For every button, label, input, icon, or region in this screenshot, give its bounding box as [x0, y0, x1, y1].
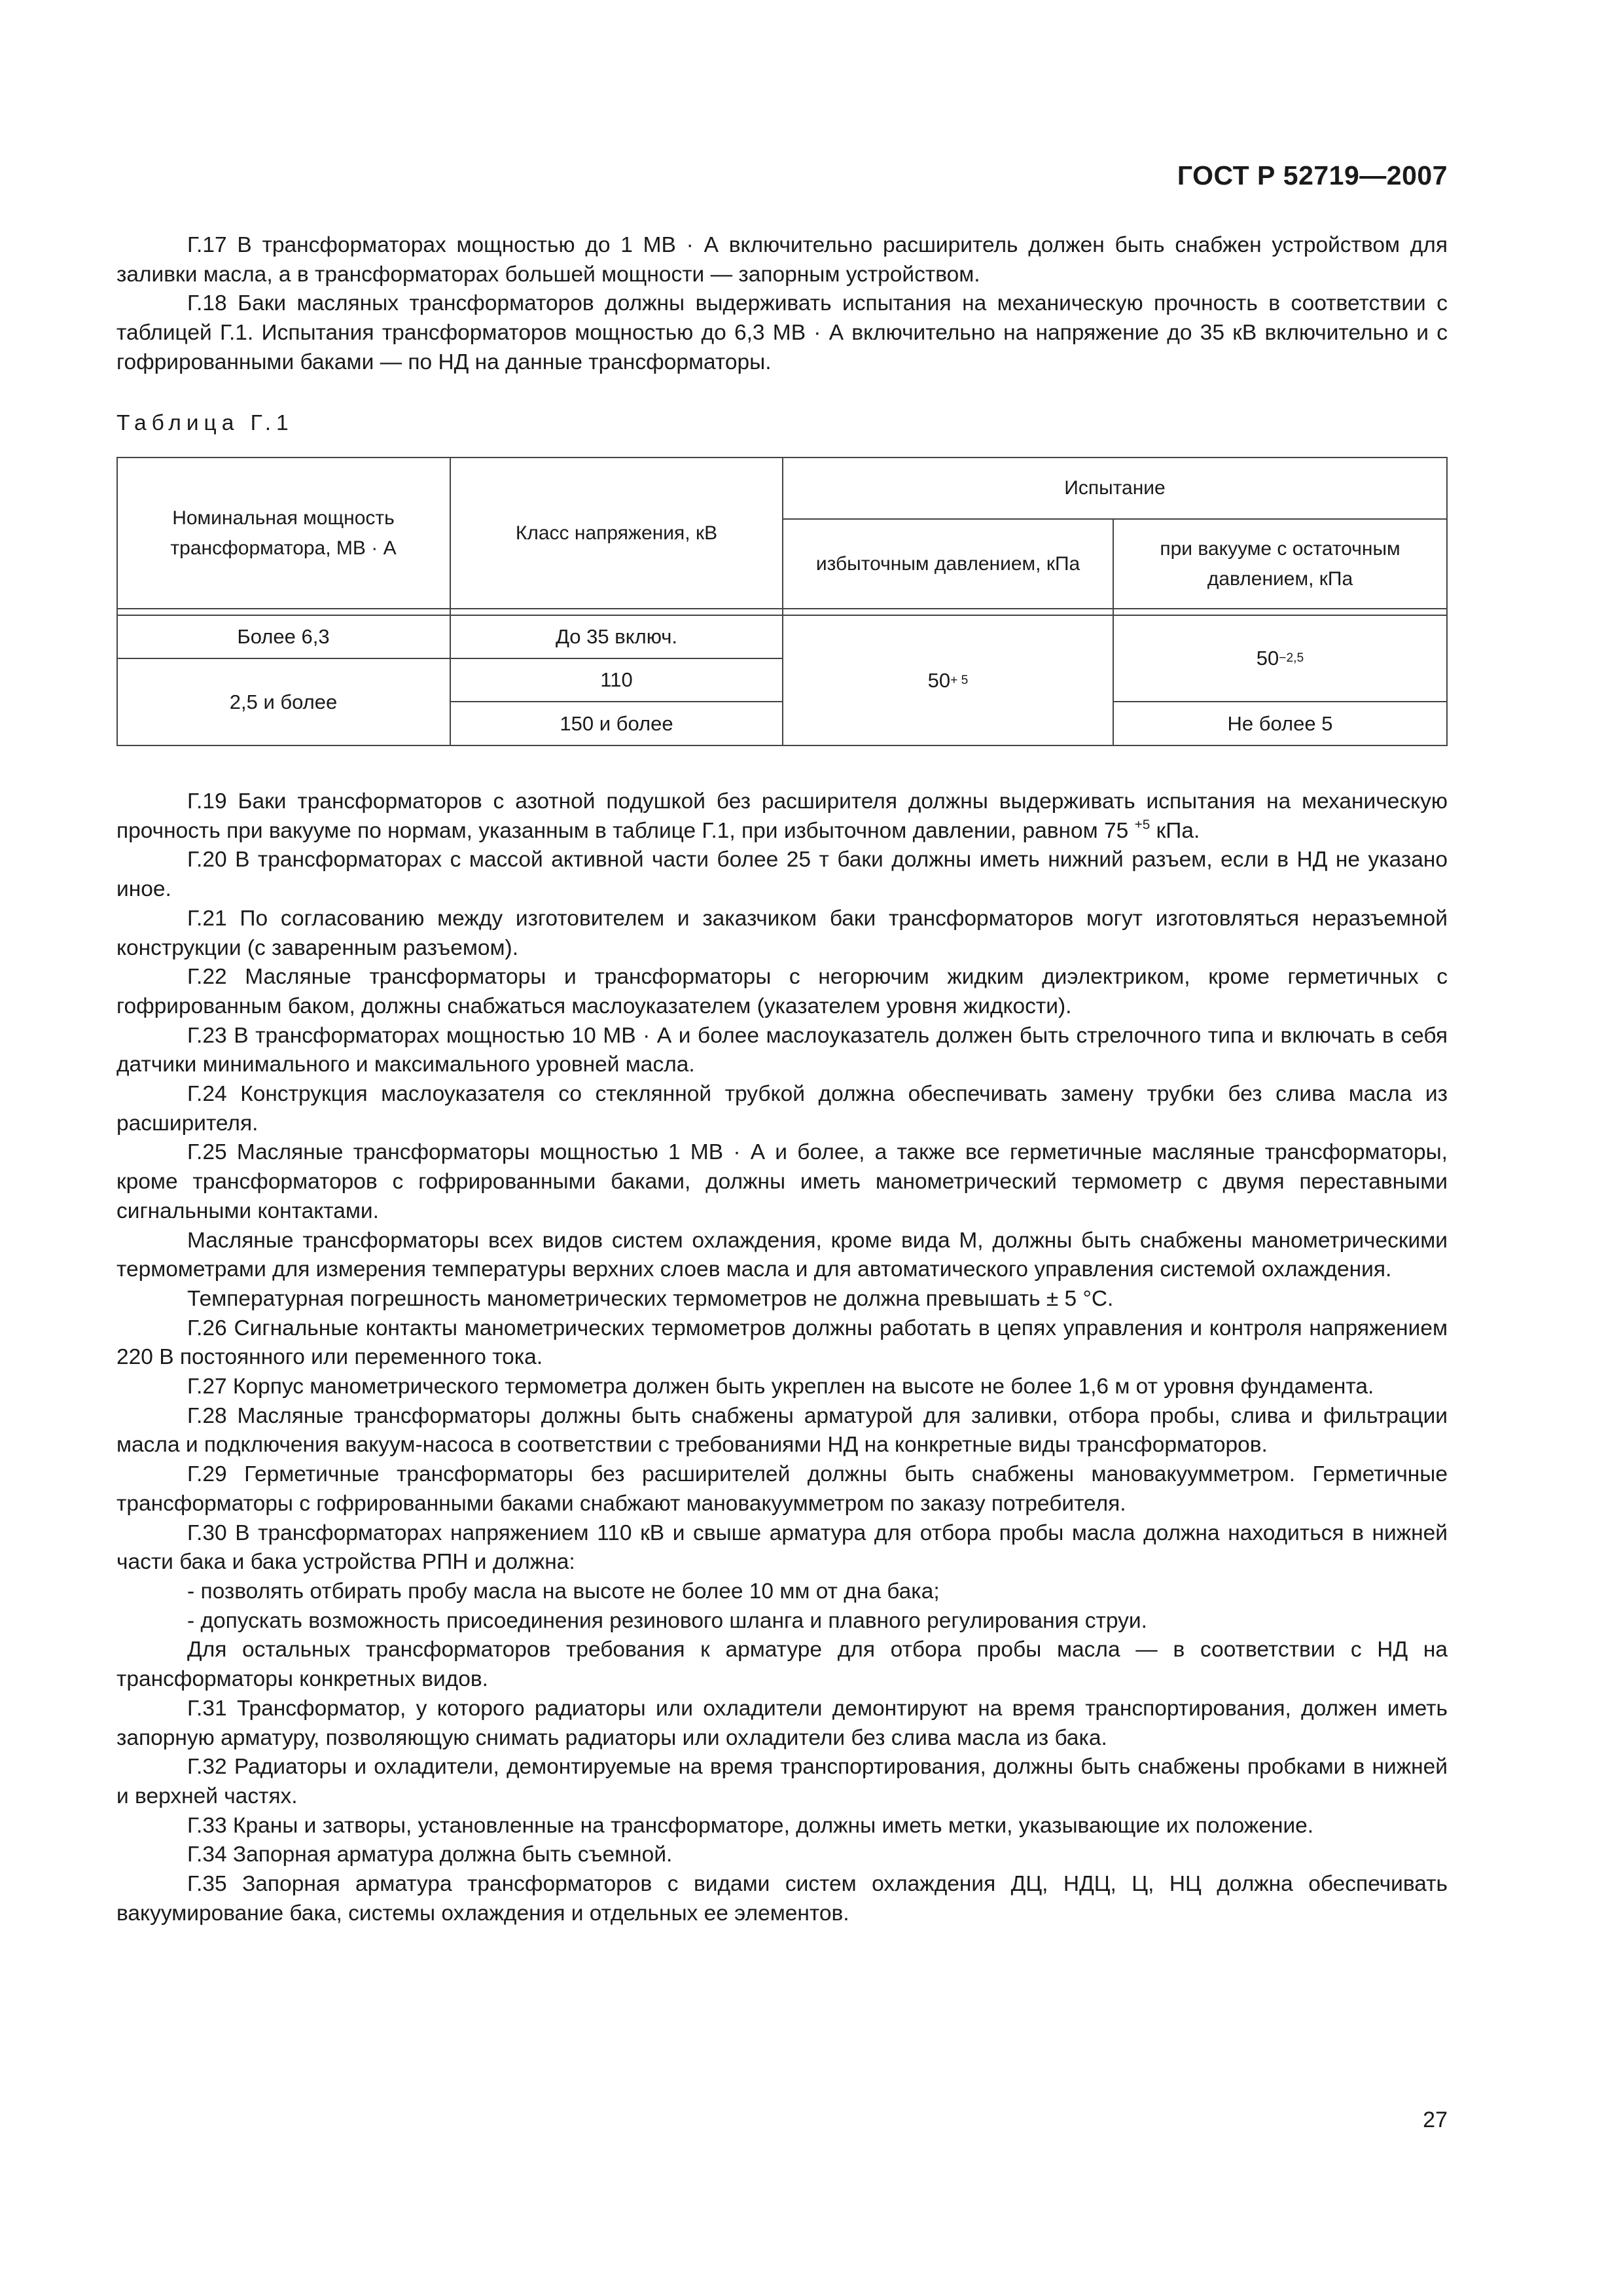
- cell-voltage-row3: 150 и более: [560, 711, 673, 735]
- cell-vacuum-value: 50 −2,5: [1113, 615, 1447, 702]
- paragraph: Г.23 В трансформаторах мощностью 10 МВ · А и более маслоуказатель должен быть стрелочного типа и включать в себя датчики минимального и максимального уровней масла.: [116, 1023, 1448, 1077]
- cell-voltage-row2: 110: [600, 668, 633, 691]
- paragraph-g19: [116, 787, 1448, 846]
- paragraph: Масляные трансформаторы всех видов систем охлаждения, кроме вида М, должны быть снабжены манометрическими термометрами для измерения температуры верхних слоев масла и для автоматического управления системой охлаждения.: [116, 1228, 1448, 1282]
- paragraph: Г.20 В трансформаторах с массой активной части более 25 т баки должны иметь нижний разъем, если в НД не указано иное.: [116, 848, 1448, 902]
- paragraph: Г.27 Корпус манометрического термометра должен быть укреплен на высоте не более 1,6 м от уровня фундамента.: [187, 1374, 1374, 1399]
- header-vacuum: при вакууме с остаточным давлением, кПа: [1160, 537, 1400, 590]
- paragraph-g19-text: Г.19 Баки трансформаторов с азотной подушкой без расширителя должны выдерживать испытания на механическую прочность при вакууме по нормам, указанным в таблице Г.1, при избыточном давлении, равном 75: [116, 789, 1448, 843]
- paragraph: Г.28 Масляные трансформаторы должны быть снабжены арматурой для заливки, отбора пробы, слива и фильтрации масла и подключения вакуум-насоса в соответствии с требованиями НД на конкретные виды трансформаторов.: [116, 1403, 1448, 1458]
- paragraph: Г.35 Запорная арматура трансформаторов с видами систем охлаждения ДЦ, НДЦ, Ц, НЦ должна обеспечивать вакуумирование бака, системы охлаждения и отдельных ее элементов.: [116, 1872, 1448, 1926]
- table-g1: [116, 457, 1448, 746]
- cell-vacuum-row3: Не более 5: [1227, 711, 1333, 735]
- cell-power-row23: 2,5 и более: [229, 690, 338, 713]
- main-text: [116, 787, 1448, 1928]
- intro-text: [116, 231, 1448, 378]
- header-power: Номинальная мощность трансформатора, МВ · А: [170, 507, 397, 559]
- header-overpressure: избыточным давлением, кПа: [815, 552, 1080, 575]
- paragraph-g17: Г.17 В трансформаторах мощностью до 1 МВ · А включительно расширитель должен быть снабжен устройством для заливки масла, а в трансформаторах большей мощности — запорным устройством.: [116, 233, 1448, 287]
- cell-voltage-row1: До 35 включ.: [555, 625, 678, 648]
- paragraph-g19-unit: кПа.: [1150, 818, 1200, 843]
- paragraph: Г.33 Краны и затворы, установленные на трансформаторе, должны иметь метки, указывающие их положение.: [187, 1813, 1314, 1838]
- paragraph: Г.21 По согласованию между изготовителем и заказчиком баки трансформаторов могут изготовляться неразъемной конструкции (с заваренным разъемом).: [116, 906, 1448, 960]
- paragraph: Г.32 Радиаторы и охладители, демонтируемые на время транспортирования, должны быть снабжены пробками в нижней и верхней частях.: [116, 1755, 1448, 1808]
- cell-overpressure-value: 50 + 5: [783, 615, 1113, 745]
- cell-power-row1: Более 6,3: [237, 625, 330, 648]
- paragraph-g18: Г.18 Баки масляных трансформаторов должны выдерживать испытания на механическую прочность в соответствии с таблицей Г.1. Испытания трансформаторов мощностью до 6,3 МВ · А включительно на напряжение до 35 кВ включительно и с гофрированными баками — по НД на данные трансформаторы.: [116, 291, 1448, 374]
- paragraph: Г.26 Сигнальные контакты манометрических термометров должны работать в цепях управления и контроля напряжением 220 В постоянного или переменного тока.: [116, 1316, 1448, 1370]
- table-caption: Таблица Г.1: [116, 411, 294, 435]
- paragraph: Г.29 Герметичные трансформаторы без расширителей должны быть снабжены мановакуумметром. Герметичные трансформаторы с гофрированными баками снабжают мановакуумметром по заказу потребителя.: [116, 1462, 1448, 1516]
- header-test: Испытание: [1064, 476, 1166, 499]
- list-item: - допускать возможность присоединения резинового шланга и плавного регулирования струи.: [187, 1608, 1147, 1633]
- standard-header: ГОСТ Р 52719—2007: [1177, 160, 1448, 190]
- page-number: 27: [1423, 2108, 1448, 2132]
- paragraph: Г.25 Масляные трансформаторы мощностью 1 МВ · А и более, а также все герметичные масляные трансформаторы, кроме трансформаторов с гофрированными баками, должны иметь манометрический термометр с двумя переставными сигнальными контактами.: [116, 1140, 1448, 1223]
- paragraph: Г.24 Конструкция маслоуказателя со стеклянной трубкой должна обеспечивать замену трубки без слива масла из расширителя.: [116, 1082, 1448, 1136]
- list-item: - позволять отбирать пробу масла на высоте не более 10 мм от дна бака;: [187, 1579, 940, 1604]
- overpressure-value: 50: [927, 668, 951, 692]
- paragraph: Г.34 Запорная арматура должна быть съемной.: [187, 1842, 673, 1867]
- paragraph: Г.30 В трансформаторах напряжением 110 кВ и свыше арматура для отбора пробы масла должна находиться в нижней части бака и бака устройства РПН и должна:: [116, 1520, 1448, 1575]
- pressure-tolerance: +5: [1134, 817, 1150, 833]
- paragraph: Г.22 Масляные трансформаторы и трансформаторы с негорючим жидким диэлектриком, кроме герметичных с гофрированным баком, должны снабжаться маслоуказателем (указателем уровня жидкости).: [116, 965, 1448, 1018]
- paragraph: Г.31 Трансформатор, у которого радиаторы или охладители демонтируют на время транспортирования, должен иметь запорную арматуру, позволяющую снимать радиаторы или охладители без слива масла из бака.: [116, 1696, 1448, 1750]
- header-voltage-class: Класс напряжения, кВ: [515, 522, 718, 544]
- paragraph: Температурная погрешность манометрических термометров не должна превышать ± 5 °С.: [187, 1286, 1114, 1311]
- vacuum-value: 50: [1256, 647, 1279, 670]
- paragraph: Для остальных трансформаторов требования к арматуре для отбора пробы масла — в соответствии с НД на трансформаторы конкретных видов.: [116, 1638, 1448, 1692]
